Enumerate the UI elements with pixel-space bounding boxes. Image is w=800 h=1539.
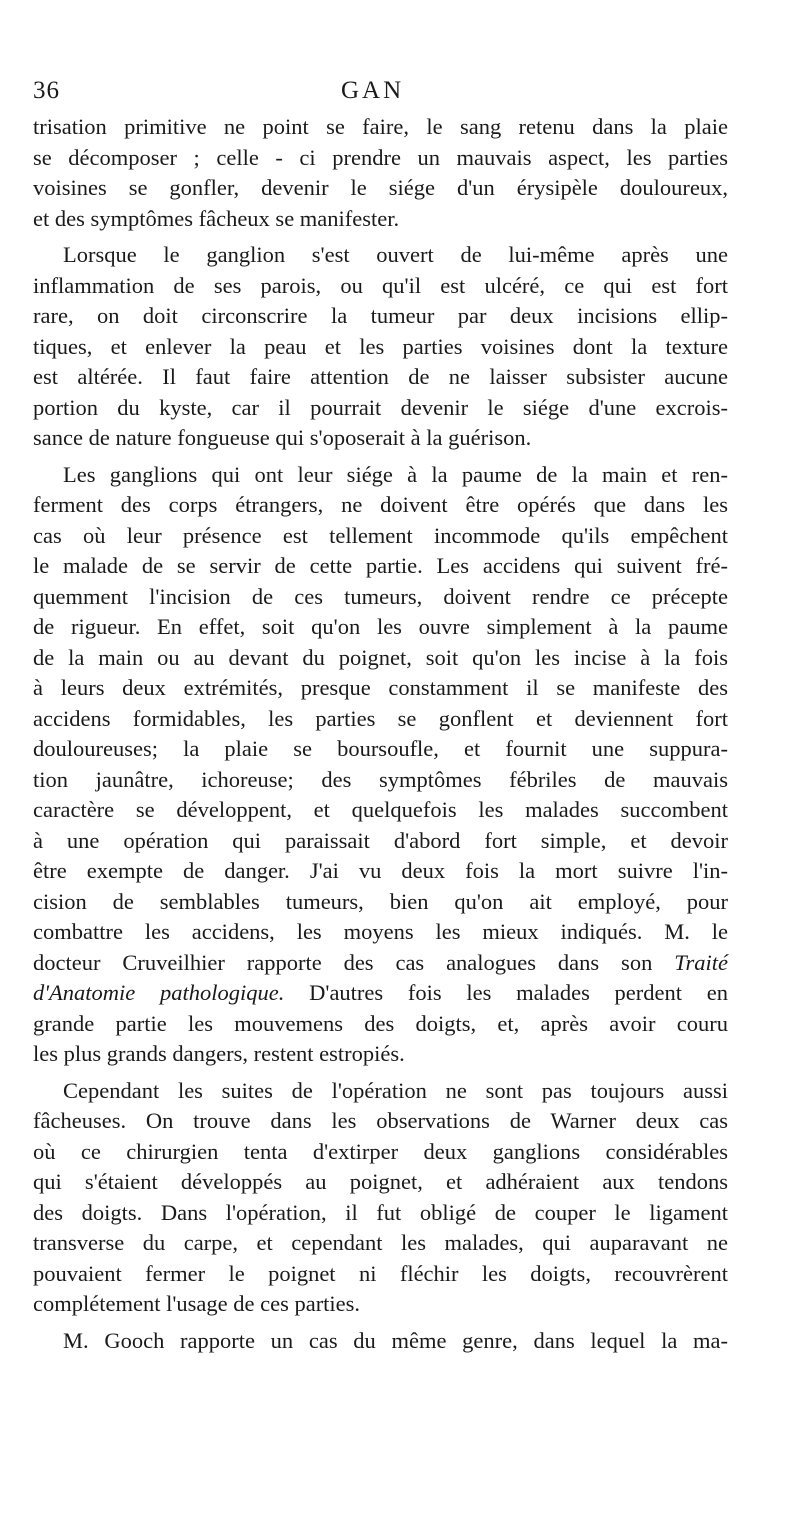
- text-line: de rigueur. En effet, soit qu'on les ouvre simplement à la paume: [33, 614, 728, 639]
- text-line: est altérée. Il faut faire attention de ne laisser subsister aucune: [33, 364, 728, 389]
- text-line: complétement l'usage de ces parties.: [33, 1291, 361, 1316]
- running-title: GAN: [341, 77, 405, 104]
- book-page: [33, 70, 728, 1356]
- text-line: où ce chirurgien tenta d'extirper deux ganglions considérables: [33, 1138, 728, 1164]
- text-line: et des symptômes fâcheux se manifester.: [33, 205, 400, 231]
- text-line: voisines se gonfler, devenir le siége d'un érysipèle douloureux,: [33, 175, 728, 200]
- paragraph-3: [33, 460, 728, 1070]
- text-line: pouvaient fermer le poignet ni fléchir les doigts, recouvrèrent: [33, 1260, 728, 1286]
- text-line: caractère se développent, et quelquefois les malades succombent: [33, 797, 728, 822]
- text-line: combattre les accidens, les moyens les mieux indiqués. M. le: [33, 919, 728, 944]
- text-line: des doigts. Dans l'opération, il fut obligé de couper le ligament: [33, 1199, 728, 1225]
- paragraph-5: [33, 1326, 728, 1357]
- text-line: [33, 948, 728, 979]
- text-fragment: D'autres fois les malades perdent en: [284, 980, 728, 1005]
- text-line: tiques, et enlever la peau et les parties voisines dont la texture: [33, 333, 728, 359]
- paragraph-1: [33, 112, 728, 234]
- text-line: inflammation de ses parois, ou qu'il est ulcéré, ce qui est fort: [33, 272, 728, 298]
- text-line: se décomposer ; celle - ci prendre un mauvais aspect, les parties: [33, 144, 728, 170]
- italic-title-fragment: Traité: [674, 949, 728, 975]
- text-line: à leurs deux extrémités, presque constamment il se manifeste des: [33, 675, 728, 700]
- text-line: sance de nature fongueuse qui s'oposerait à la guérison.: [33, 425, 532, 450]
- text-line: portion du kyste, car il pourrait devenir le siége d'une excrois-: [33, 394, 728, 420]
- text-line: de la main ou au devant du poignet, soit qu'on les incise à la fois: [33, 644, 728, 670]
- text-line: les plus grands dangers, restent estropiés.: [33, 1041, 405, 1066]
- text-line: le malade de se servir de cette partie. Les accidens qui suivent fré-: [33, 553, 728, 578]
- text-line: rare, on doit circonscrire la tumeur par deux incisions ellip-: [33, 303, 728, 328]
- text-line: transverse du carpe, et cependant les malades, qui auparavant ne: [33, 1230, 728, 1255]
- text-line: accidens formidables, les parties se gonflent et deviennent fort: [33, 705, 728, 731]
- text-line: Cependant les suites de l'opération ne sont pas toujours aussi: [63, 1077, 728, 1103]
- text-line: douloureuses; la plaie se boursoufle, et fournit une suppura-: [33, 736, 728, 761]
- text-line: à une opération qui paraissait d'abord fort simple, et devoir: [33, 827, 728, 853]
- text-line: être exempte de danger. J'ai vu deux fois la mort suivre l'in-: [33, 858, 728, 883]
- text-line: grande partie les mouvemens des doigts, et, après avoir couru: [33, 1010, 728, 1036]
- text-line: ferment des corps étrangers, ne doivent être opérés que dans les: [33, 492, 728, 517]
- text-line: trisation primitive ne point se faire, le sang retenu dans la plaie: [33, 114, 728, 139]
- text-line: qui s'étaient développés au poignet, et adhéraient aux tendons: [33, 1169, 728, 1194]
- text-line: Lorsque le ganglion s'est ouvert de lui-même après une: [63, 242, 728, 267]
- text-line: fâcheuses. On trouve dans les observations de Warner deux cas: [33, 1108, 728, 1133]
- text-line: Les ganglions qui ont leur siége à la paume de la main et ren-: [63, 461, 728, 487]
- paragraph-4: [33, 1076, 728, 1320]
- text-line: tion jaunâtre, ichoreuse; des symptômes fébriles de mauvais: [33, 766, 728, 792]
- text-line: M. Gooch rapporte un cas du même genre, dans lequel la ma-: [63, 1327, 728, 1353]
- paragraph-2: [33, 240, 728, 454]
- text-line: cision de semblables tumeurs, bien qu'on ait employé, pour: [33, 888, 728, 914]
- running-head: [33, 70, 728, 112]
- italic-title-fragment: d'Anatomie pathologique.: [33, 980, 285, 1005]
- text-line: cas où leur présence est tellement incommode qu'ils empêchent: [33, 522, 728, 548]
- text-line: quemment l'incision de ces tumeurs, doivent rendre ce précepte: [33, 583, 728, 609]
- page-number: 36: [33, 77, 60, 104]
- text-line: [33, 978, 728, 1009]
- text-fragment: docteur Cruveilhier rapporte des cas analogues dans son: [33, 949, 653, 975]
